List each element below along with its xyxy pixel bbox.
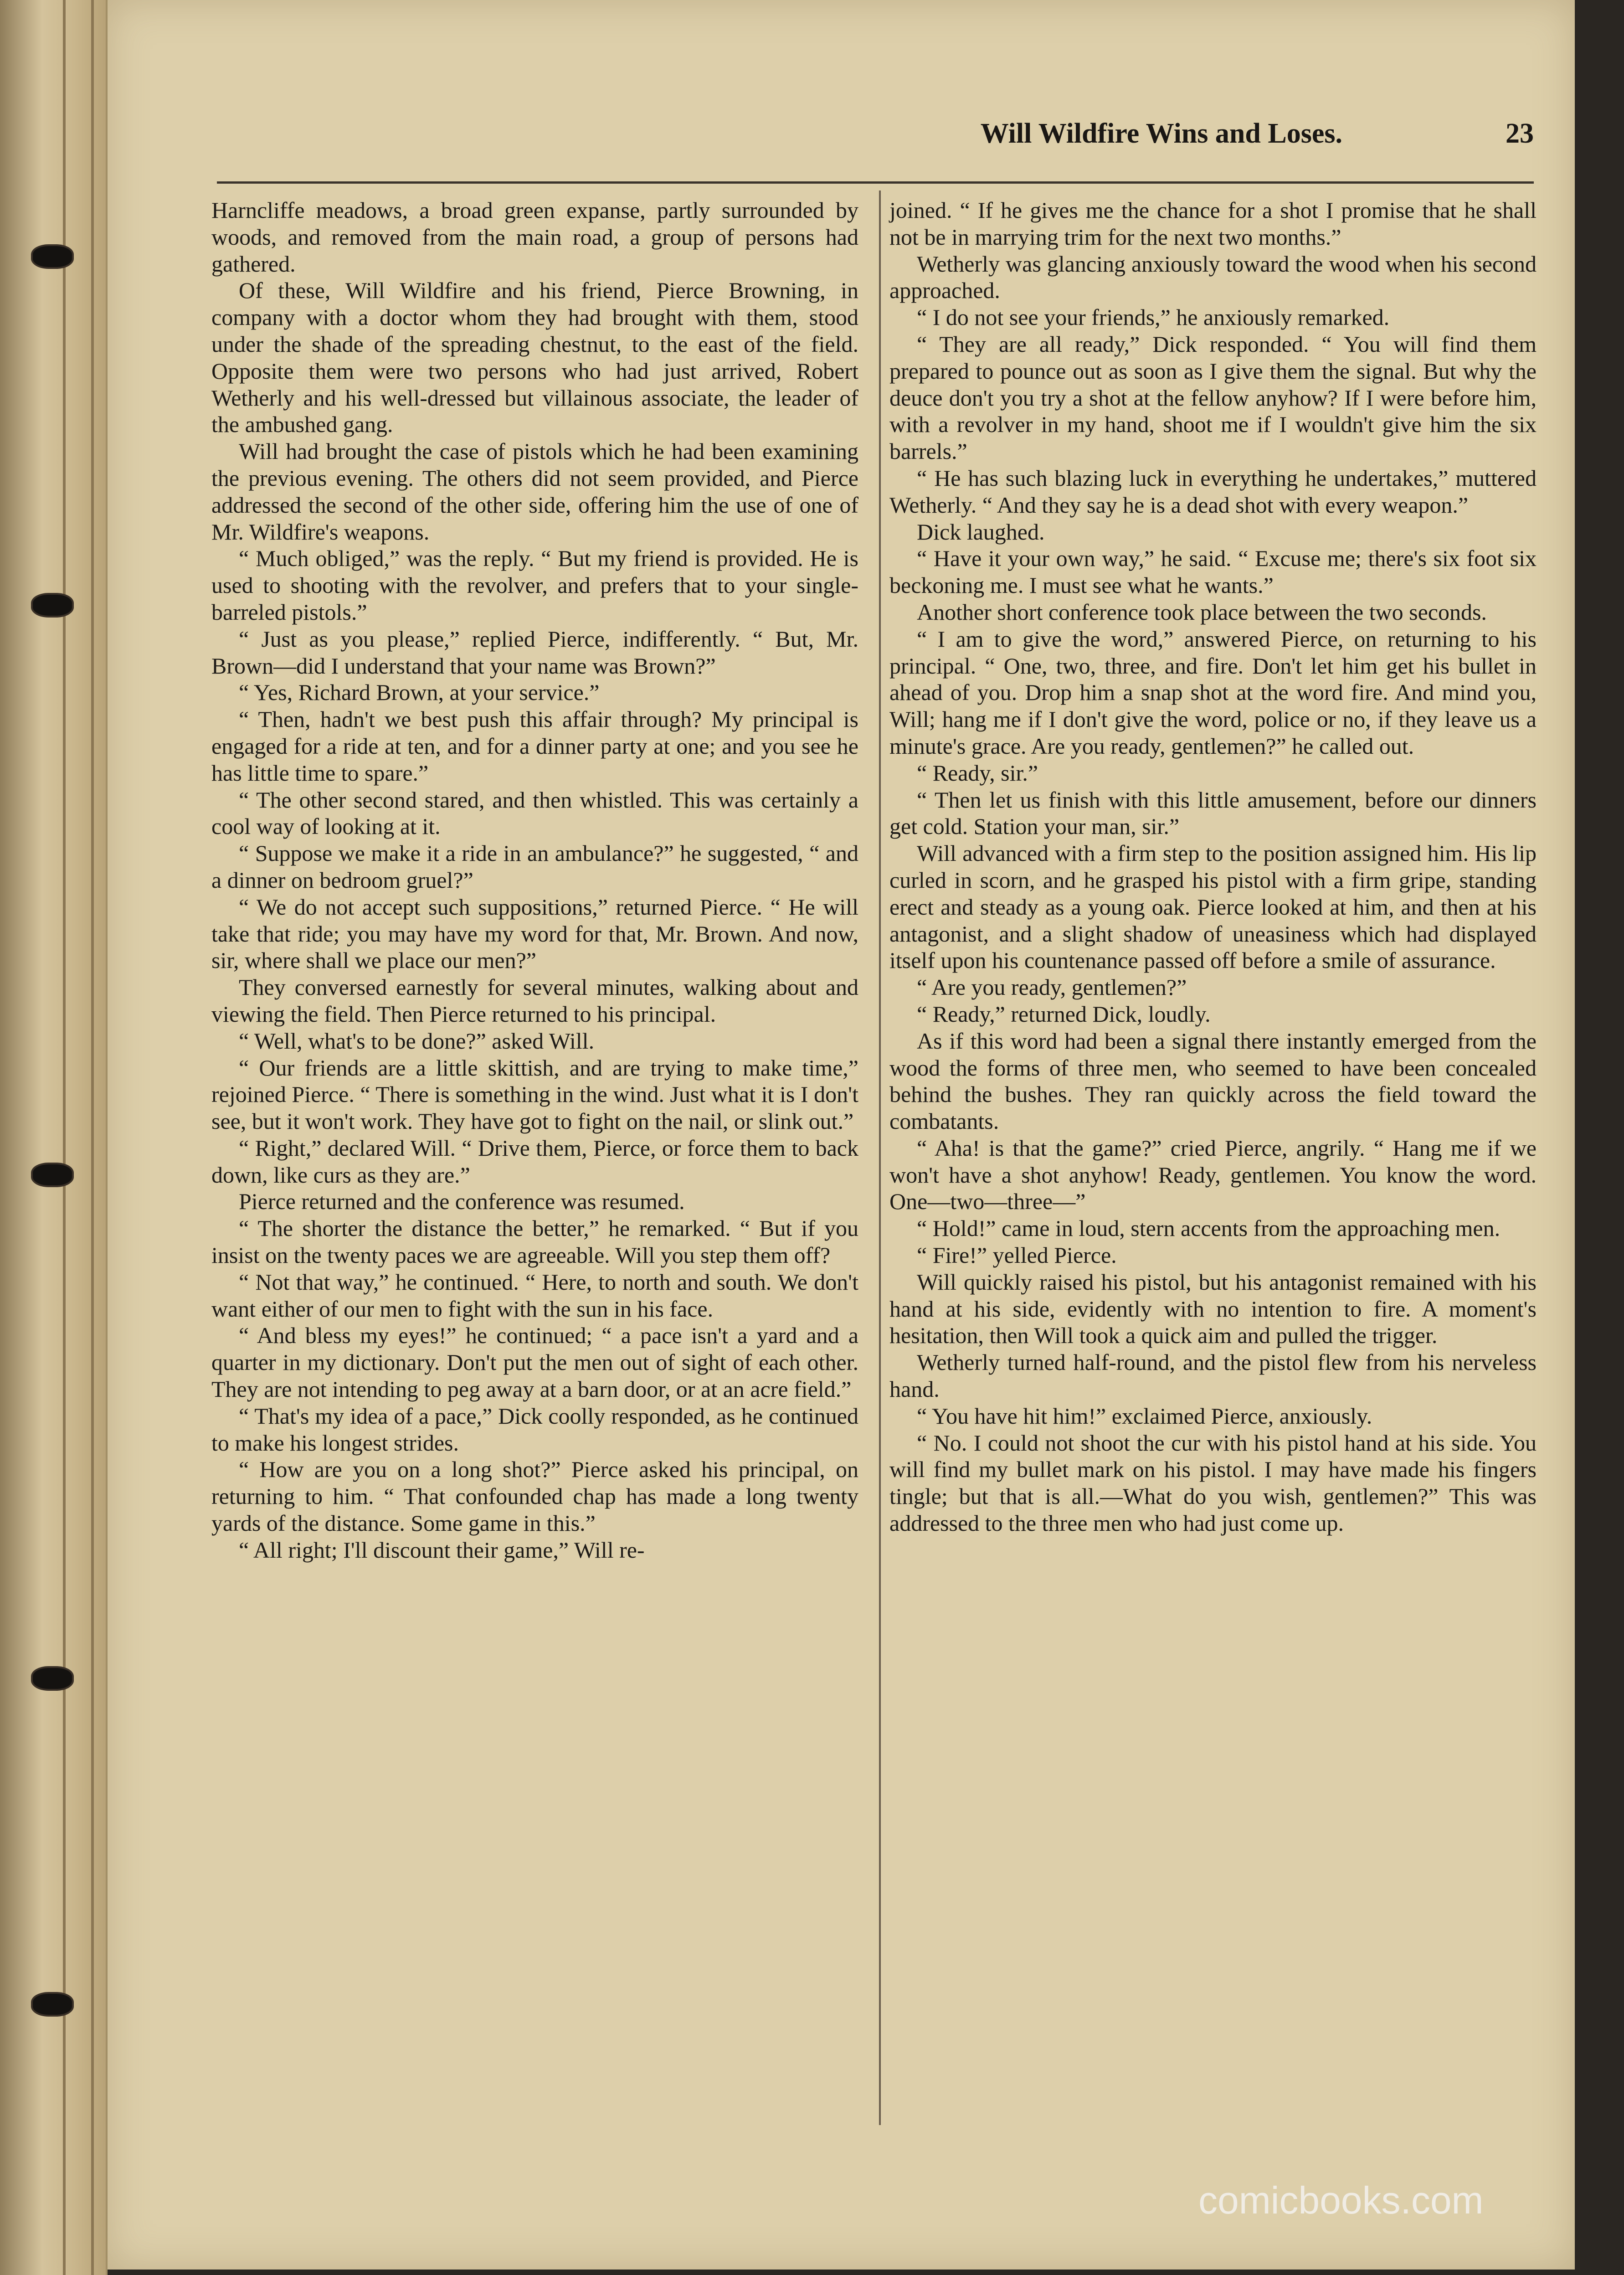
paragraph: “ The shorter the distance the better,” he remarked. “ But if you insist on the twenty paces we are agreeable. Will you step them off? (211, 1215, 858, 1268)
paragraph: Dick laughed. (917, 519, 1045, 545)
paragraph: “ Then, hadn't we best push this affair through? My principal is engaged for a ride at ten, and for a dinner party at one; and you see he has little time to spare.” (211, 706, 858, 786)
paragraph: Will quickly raised his pistol, but his antagonist remained with his hand at his side, evidently with no intention to fire. A moment's hesitation, then Will took a quick aim and pulled the trigger. (889, 1269, 1537, 1349)
paragraph: “ Then let us finish with this little amusement, before our dinners get cold. Station your man, sir.” (889, 787, 1537, 839)
binding-spine (0, 0, 108, 2275)
paragraph: “ Ready,” returned Dick, loudly. (917, 1001, 1211, 1027)
paragraph: “ You have hit him!” exclaimed Pierce, anxiously. (917, 1403, 1372, 1429)
running-title: Will Wildfire Wins and Loses. (980, 118, 1342, 149)
paragraph: “ Yes, Richard Brown, at your service.” (239, 679, 600, 705)
paragraph: “ Aha! is that the game?” cried Pierce, angrily. “ Hang me if we won't have a shot anyhow! Ready, gentlemen. You know the word. One—two—three—” (889, 1135, 1537, 1215)
paragraph: Wetherly was glancing anxiously toward the wood when his second approached. (889, 251, 1537, 304)
header-rule (217, 181, 1534, 184)
paragraph: “ They are all ready,” Dick responded. “ You will find them prepared to pounce out as soon as I give them the signal. But why the deuce don't you try a shot at the fellow anyhow? If I were before him, with a revolver in my hand, shoot me if I wouldn't give him the six barrels.” (889, 331, 1537, 464)
binding-hole (33, 1164, 72, 1185)
book-page (108, 0, 1575, 2270)
paragraph: “ We do not accept such suppositions,” returned Pierce. “ He will take that ride; you may have my word for that, Mr. Brown. And now, sir, where shall we place our men?” (211, 894, 858, 973)
paragraph: “ Suppose we make it a ride in an ambulance?” he suggested, “ and a dinner on bedroom gruel?” (211, 840, 858, 893)
paragraph: “ Just as you please,” replied Pierce, indifferently. “ But, Mr. Brown—did I understand that your name was Brown?” (211, 626, 858, 679)
right-column (889, 197, 1537, 1537)
paragraph: As if this word had been a signal there instantly emerged from the wood the forms of three men, who seemed to have been concealed behind the bushes. They ran quickly across the field toward the combatants. (889, 1028, 1537, 1134)
column-divider (879, 190, 881, 2125)
paragraph: “ I do not see your friends,” he anxiously remarked. (917, 304, 1390, 330)
paragraph: “ Well, what's to be done?” asked Will. (239, 1028, 595, 1054)
paragraph: Pierce returned and the conference was resumed. (239, 1189, 685, 1215)
spine-crease (63, 0, 66, 2275)
paragraph: “ That's my idea of a pace,” Dick coolly responded, as he continued to make his longest strides. (211, 1403, 858, 1456)
paragraph: joined. “ If he gives me the chance for a shot I promise that he shall not be in marrying trim for the next two months.” (889, 197, 1537, 250)
paragraph: Harncliffe meadows, a broad green expanse, partly surrounded by woods, and removed from the main road, a group of persons had gathered. (211, 197, 858, 277)
paragraph: “ And bless my eyes!” he continued; “ a pace isn't a yard and a quarter in my dictionary. Don't put the men out of sight of each other. They are not intending to peg away at a barn door, or at an acre field.” (211, 1323, 858, 1402)
paragraph: “ The other second stared, and then whistled. This was certainly a cool way of looking at it. (211, 787, 858, 839)
paragraph: “ Right,” declared Will. “ Drive them, Pierce, or force them to back down, like curs as they are.” (211, 1135, 858, 1188)
paragraph: Another short conference took place between the two seconds. (917, 599, 1487, 625)
binding-hole (33, 246, 72, 267)
paragraph: “ All right; I'll discount their game,” Will re- (239, 1537, 645, 1563)
paragraph: Will had brought the case of pistols which he had been examining the previous evening. The others did not seem provided, and Pierce addressed the second of the other side, offering him the use of one of Mr. Wildfire's weapons. (211, 438, 858, 545)
paragraph: Of these, Will Wildfire and his friend, Pierce Browning, in company with a doctor whom they had brought with them, stood under the shade of the spreading chestnut, to the east of the field. Opposite them were two persons who had just arrived, Robert Wetherly and his well-dressed but villainous associate, the leader of the ambushed gang. (211, 278, 858, 438)
spine-crease (91, 0, 94, 2275)
paragraph: “ Have it your own way,” he said. “ Excuse me; there's six foot six beckoning me. I must see what he wants.” (889, 546, 1537, 598)
paragraph: Will advanced with a firm step to the position assigned him. His lip curled in scorn, and he grasped his pistol with a firm gripe, standing erect and steady as a young oak. Pierce looked at him, and then at his antagonist, and a slight shadow of uneasiness which had displayed itself upon his countenance passed off before a smile of assurance. (889, 840, 1537, 973)
paragraph: “ Ready, sir.” (917, 760, 1038, 786)
paragraph: “ Hold!” came in loud, stern accents from the approaching men. (917, 1215, 1501, 1241)
page-header (108, 118, 1534, 168)
paragraph: “ Our friends are a little skittish, and are trying to make time,” rejoined Pierce. “ There is something in the wind. Just what it is I don't see, but it won't work. They have got to fight on the nail, or slink out.” (211, 1055, 858, 1134)
binding-hole (33, 595, 72, 616)
paragraph: “ Fire!” yelled Pierce. (917, 1242, 1117, 1268)
paragraph: “ He has such blazing luck in everything he undertakes,” muttered Wetherly. “ And they say he is a dead shot with every weapon.” (889, 465, 1537, 518)
paragraph: They conversed earnestly for several minutes, walking about and viewing the field. Then Pierce returned to his principal. (211, 974, 858, 1027)
left-column (211, 197, 858, 1564)
page-number: 23 (1506, 118, 1534, 149)
binding-hole (33, 1994, 72, 2015)
paragraph: “ How are you on a long shot?” Pierce asked his principal, on returning to him. “ That confounded chap has made a long twenty yards of the distance. Some game in this.” (211, 1457, 858, 1536)
paragraph: “ Not that way,” he continued. “ Here, to north and south. We don't want either of our men to fight with the sun in his face. (211, 1269, 858, 1322)
paragraph: “ I am to give the word,” answered Pierce, on returning to his principal. “ One, two, three, and fire. Don't let him get his bullet in ahead of you. Drop him a snap shot at the word fire. And mind you, Will; hang me if I don't give the word, police or no, if they leave us a minute's grace. Are you ready, gentlemen?” he called out. (889, 626, 1537, 759)
paragraph: “ Are you ready, gentlemen?” (917, 974, 1187, 1000)
paragraph: Wetherly turned half-round, and the pistol flew from his nerveless hand. (889, 1349, 1537, 1402)
paragraph: “ No. I could not shoot the cur with his pistol hand at his side. You will find my bullet mark on his pistol. I may have made his fingers tingle; but that is all.—What do you wish, gentlemen?” This was addressed to the three men who had just come up. (889, 1430, 1537, 1536)
watermark: comicbooks.com (1198, 2179, 1484, 2222)
binding-hole (33, 1668, 72, 1689)
paragraph: “ Much obliged,” was the reply. “ But my friend is provided. He is used to shooting with the revolver, and prefers that to your single-barreled pistols.” (211, 546, 858, 625)
